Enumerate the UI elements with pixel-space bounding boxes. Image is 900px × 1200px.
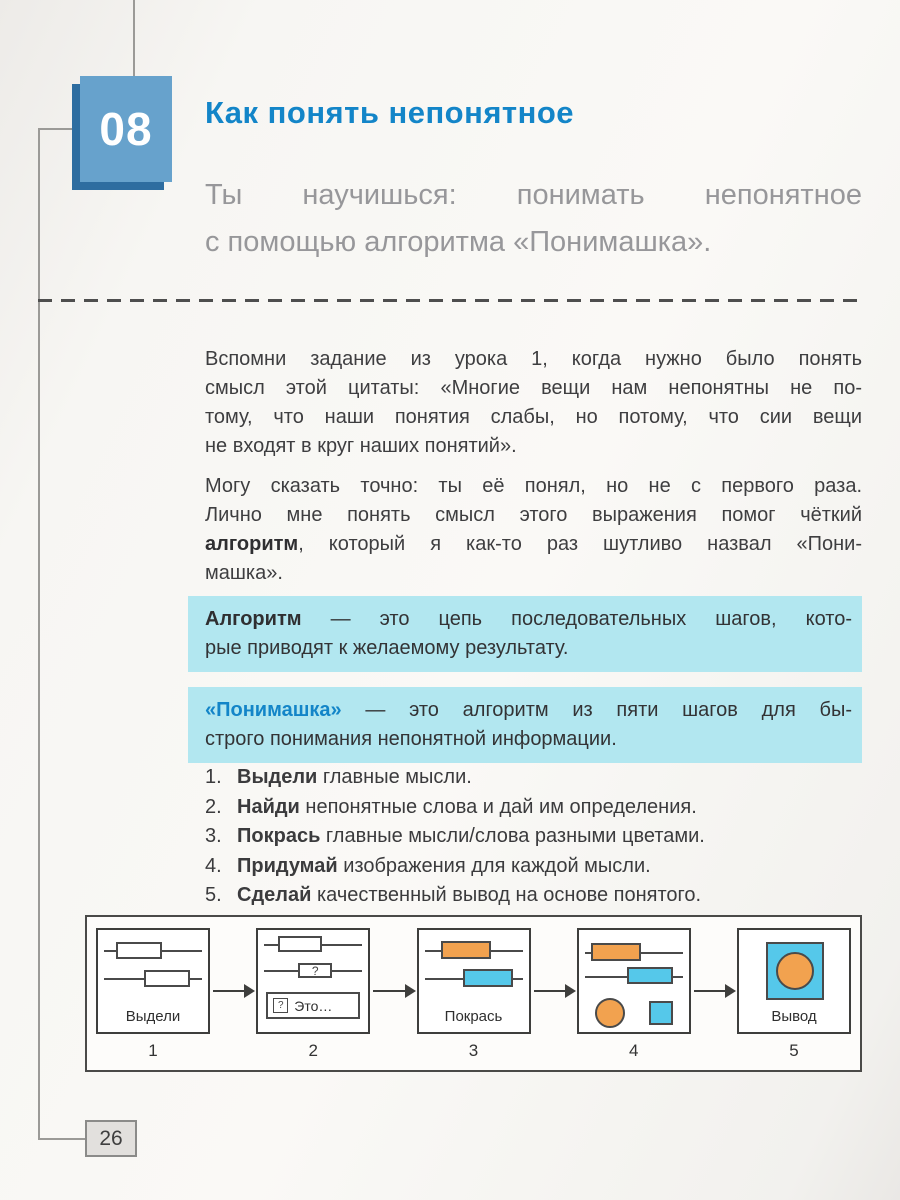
page-number: 26 [99,1126,123,1150]
text-span: — это цепь последовательных шагов, кото- [301,608,852,630]
flowchart-step-4 [577,928,691,1061]
highlight-rect-shape [144,970,190,987]
text-line: Могу сказать точно: ты её понял, но не с первого раза. [205,475,862,497]
flowchart-box-conclusion [737,928,851,1034]
page-title: Как понять непонятное [205,95,575,130]
arrow-right-icon [213,990,253,992]
step-number: 4. [205,854,222,877]
flowchart-step-number: 1 [148,1041,158,1060]
flowchart-box-label: Выдели [125,1008,181,1025]
flowchart-step-5 [737,928,851,1061]
intro-paragraph [205,345,862,461]
text-line [205,530,862,559]
step-text: непонятные слова и дай им определения. [299,795,697,818]
lesson-number: 08 [99,103,153,155]
flowchart-step-number: 5 [789,1041,799,1060]
cyan-rect-shape [463,969,513,987]
text-line: тому, что наши понятия слабы, но потому, что сии вещи [205,406,862,428]
step-number: 2. [205,795,222,818]
text-line [205,605,852,634]
orange-rect-shape [441,941,491,959]
list-item [205,822,705,852]
second-paragraph [205,472,862,588]
definition-box-shape [266,992,360,1019]
lesson-goal [205,172,862,266]
step-text: изображения для каждой мысли. [337,854,651,877]
text-line: Вспомни задание из урока 1, когда нужно было понять [205,348,862,370]
flowchart-box-find [256,928,370,1034]
list-item [205,793,705,823]
text-line: смысл этой цитаты: «Многие вещи нам непонятны не по- [205,377,862,399]
flowchart-box-label: Покрась [444,1008,503,1025]
step-keyword: Придумай [237,854,338,877]
step-keyword: Покрась [237,825,321,847]
flowchart-box-select [96,928,210,1034]
text-line: не входят в круг наших понятий». [205,435,517,457]
arrow-right-icon [373,990,413,992]
text-line [205,696,852,725]
text-line: строго понимания непонятной информации. [205,728,617,750]
flowchart-step-number: 2 [308,1041,318,1060]
question-mini-icon: ? [273,998,288,1013]
cyan-rect-shape [627,967,673,984]
decorative-rule-top [133,0,135,78]
dashed-divider [38,299,862,302]
flowchart-step-number: 3 [468,1041,479,1060]
definition-term: «Понимашка» [205,699,342,721]
step-number: 3. [205,825,222,847]
text-line: Лично мне понять смысл этого выражения помог чёткий [205,504,862,526]
page-number-badge [85,1120,137,1157]
list-item [205,881,705,911]
highlight-rect-shape [278,936,322,952]
flowchart-box-label: Вывод [771,1008,817,1025]
orange-circle-shape [776,952,814,990]
orange-circle-shape [595,998,625,1028]
bold-term: алгоритм [205,533,299,555]
step-keyword: Выдели [237,766,318,788]
step-text: качественный вывод на основе понятого. [311,884,702,906]
orange-rect-shape [591,943,641,961]
cyan-square-shape [766,942,824,1000]
step-number: 5. [205,884,222,906]
flowchart-step-number: 4 [629,1041,639,1060]
definition-callout-ponimashka [188,687,862,763]
decorative-rule-bottom-connector [38,1138,87,1140]
lesson-goal-line: с помощью алгоритма «Понимашка». [205,226,712,258]
text-line: машка». [205,562,283,584]
highlight-rect-shape [116,942,162,959]
flowchart-step-1 [96,928,210,1061]
step-keyword: Найди [237,795,300,818]
text-span: , который я как-то раз шутливо назвал «Пони- [298,533,862,555]
step-text: главные мысли. [317,766,472,788]
text-line: рые приводят к желаемому результату. [205,637,569,659]
list-item [205,763,705,793]
flowchart-box-color [417,928,531,1034]
definition-term: Алгоритм [205,608,302,630]
flowchart [85,915,862,1072]
question-rect-shape: ? [298,963,332,978]
algorithm-steps-list [205,763,705,911]
arrow-right-icon [694,990,734,992]
cyan-square-shape [649,1001,673,1025]
flowchart-box-imagine [577,928,691,1034]
arrow-right-icon [534,990,574,992]
definition-callout-algorithm [188,596,862,672]
lesson-number-tile [80,76,172,182]
lesson-goal-line: Ты научишься: понимать непонятное [205,179,862,211]
flowchart-box-label: Это… [294,997,333,1014]
flowchart-step-2 [256,928,370,1061]
flowchart-step-3 [417,928,531,1061]
list-item [205,852,705,882]
step-number: 1. [205,766,222,788]
decorative-rule-left [38,128,40,1140]
step-keyword: Сделай [237,884,312,906]
step-text: главные мысли/слова разными цветами. [320,825,705,847]
text-span: — это алгоритм из пяти шагов для бы- [341,699,852,721]
